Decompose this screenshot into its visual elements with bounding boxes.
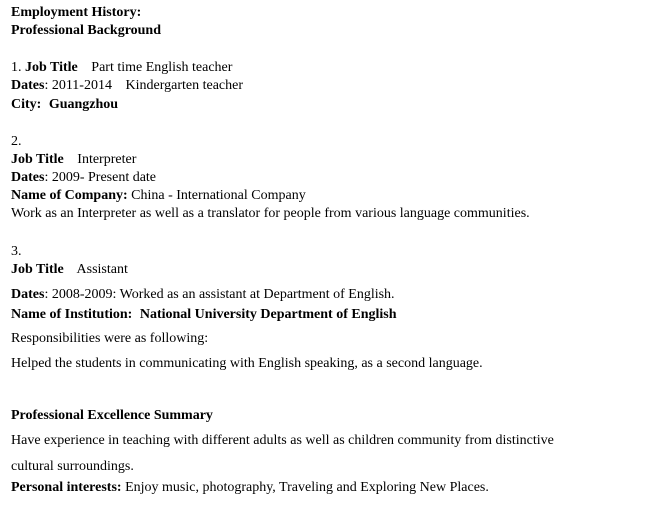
job2-company-value: China - International Company (131, 188, 306, 203)
job1-city-label: City: (11, 97, 42, 112)
job1-number: 1. (11, 60, 22, 75)
job3-detail: Helped the students in communicating with English speaking, as a second language. (11, 356, 483, 371)
job2-title-line (11, 151, 136, 169)
employment-history-heading: Employment History: (11, 5, 142, 20)
job1-dates-line (11, 77, 243, 95)
job2-company-label: Name of Company: (11, 188, 128, 203)
job2-dates-label: Dates (11, 170, 45, 185)
summary-heading: Professional Excellence Summary (11, 408, 213, 423)
job1-dates-label: Dates (11, 78, 45, 93)
job3-responsibilities: Responsibilities were as following: (11, 331, 209, 346)
job3-dates-line (11, 286, 395, 304)
job2-company-line (11, 187, 306, 205)
job3-title-label: Job Title (11, 262, 64, 277)
job3-number: 3. (11, 244, 22, 259)
job2-description: Work as an Interpreter as well as a translator for people from various language communities. (11, 206, 530, 221)
job2-title-value: Interpreter (77, 152, 137, 167)
job3-dates-label: Dates (11, 287, 45, 302)
job1-title-label: Job Title (25, 60, 78, 75)
job1-city-line (11, 96, 118, 114)
job1-dates-value: : 2011-2014 (44, 78, 112, 93)
job2-number: 2. (11, 134, 22, 149)
job1-title-value: Part time English teacher (91, 60, 233, 75)
job2-dates-line (11, 169, 156, 187)
job3-title-line (11, 261, 128, 279)
summary-line1: Have experience in teaching with different adults as well as children community from distinctive (11, 433, 554, 448)
job3-institution-line (11, 306, 397, 324)
job2-dates-value: : 2009- Present date (44, 170, 157, 185)
job2-title-label: Job Title (11, 152, 64, 167)
personal-interests-label: Personal interests: (11, 480, 122, 495)
job3-title-value: Assistant (76, 262, 128, 277)
personal-interests-value: Enjoy music, photography, Traveling and Exploring New Places. (125, 480, 489, 495)
job3-dates-value: : 2008-2009: Worked as an assistant at Department of English. (44, 287, 395, 302)
job1-dates-extra: Kindergarten teacher (125, 78, 243, 93)
job1-city-value: Guangzhou (48, 97, 119, 112)
job3-institution-label: Name of Institution: (11, 307, 133, 322)
professional-background-heading: Professional Background (11, 23, 162, 38)
job1-title-line (11, 59, 232, 77)
personal-interests-line (11, 479, 489, 497)
job3-institution-value: National University Department of English (139, 307, 397, 322)
summary-line2: cultural surroundings. (11, 459, 134, 474)
